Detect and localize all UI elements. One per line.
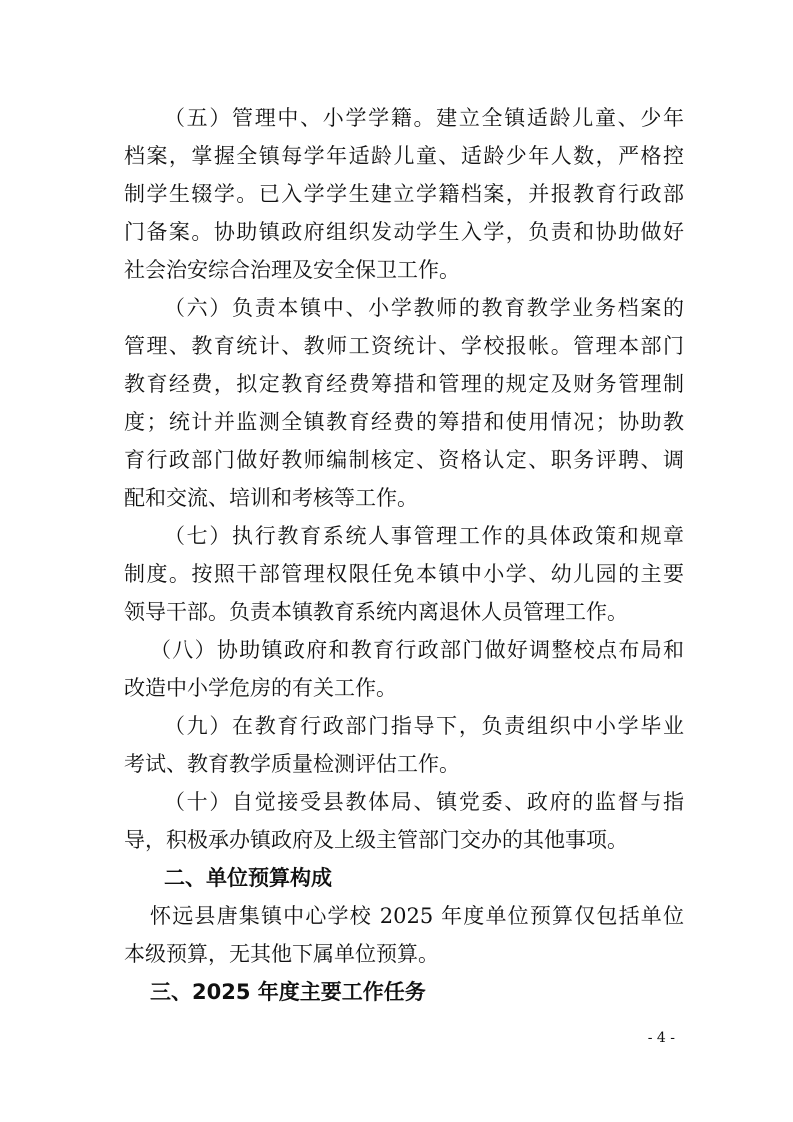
paragraph-6-line-5: 育行政部门做好教师编制核定、资格认定、职务评聘、调 (124, 448, 684, 472)
paragraph-5-line-1: （五）管理中、小学学籍。建立全镇适龄儿童、少年 (164, 106, 684, 130)
paragraph-7-line-1: （七）执行教育系统人事管理工作的具体政策和规章 (164, 524, 684, 548)
paragraph-9-line-2: 考试、教育教学质量检测评估工作。 (124, 752, 460, 776)
paragraph-6-line-6: 配和交流、培训和考核等工作。 (124, 486, 418, 510)
paragraph-8-line-1: （八）协助镇政府和教育行政部门做好调整校点布局和 (150, 638, 684, 662)
paragraph-10-line-1: （十）自觉接受县教体局、镇党委、政府的监督与指 (164, 790, 684, 814)
section-2-body-line-2: 本级预算，无其他下属单位预算。 (124, 942, 439, 966)
paragraph-7-line-2: 制度。按照干部管理权限任免本镇中小学、幼儿园的主要 (124, 562, 684, 586)
paragraph-6-line-1: （六）负责本镇中、小学教师的教育教学业务档案的 (164, 296, 684, 320)
paragraph-6-line-4: 度；统计并监测全镇教育经费的筹措和使用情况；协助教 (124, 410, 684, 434)
paragraph-6-line-2: 管理、教育统计、教师工资统计、学校报帐。管理本部门 (124, 334, 684, 358)
section-3-heading: 三、2025 年度主要工作任务 (150, 980, 426, 1004)
paragraph-5-line-4: 门备案。协助镇政府组织发动学生入学，负责和协助做好 (124, 220, 684, 244)
paragraph-5-line-2: 档案，掌握全镇每学年适龄儿童、适龄少年人数，严格控 (124, 144, 684, 168)
paragraph-7-line-3: 领导干部。负责本镇教育系统内离退休人员管理工作。 (124, 600, 628, 624)
paragraph-8-line-2: 改造中小学危房的有关工作。 (124, 676, 397, 700)
paragraph-10-line-2: 导，积极承办镇政府及上级主管部门交办的其他事项。 (124, 828, 628, 852)
paragraph-9-line-1: （九）在教育行政部门指导下，负责组织中小学毕业 (164, 714, 684, 738)
section-2-body-line-1: 怀远县唐集镇中心学校 2025 年度单位预算仅包括单位 (150, 904, 684, 928)
page-number: - 4 - (647, 1030, 675, 1046)
paragraph-5-line-3: 制学生辍学。已入学学生建立学籍档案，并报教育行政部 (124, 182, 684, 206)
paragraph-5-line-5: 社会治安综合治理及安全保卫工作。 (124, 258, 460, 282)
section-2-heading: 二、单位预算构成 (164, 866, 332, 890)
paragraph-6-line-3: 教育经费，拟定教育经费筹措和管理的规定及财务管理制 (124, 372, 684, 396)
